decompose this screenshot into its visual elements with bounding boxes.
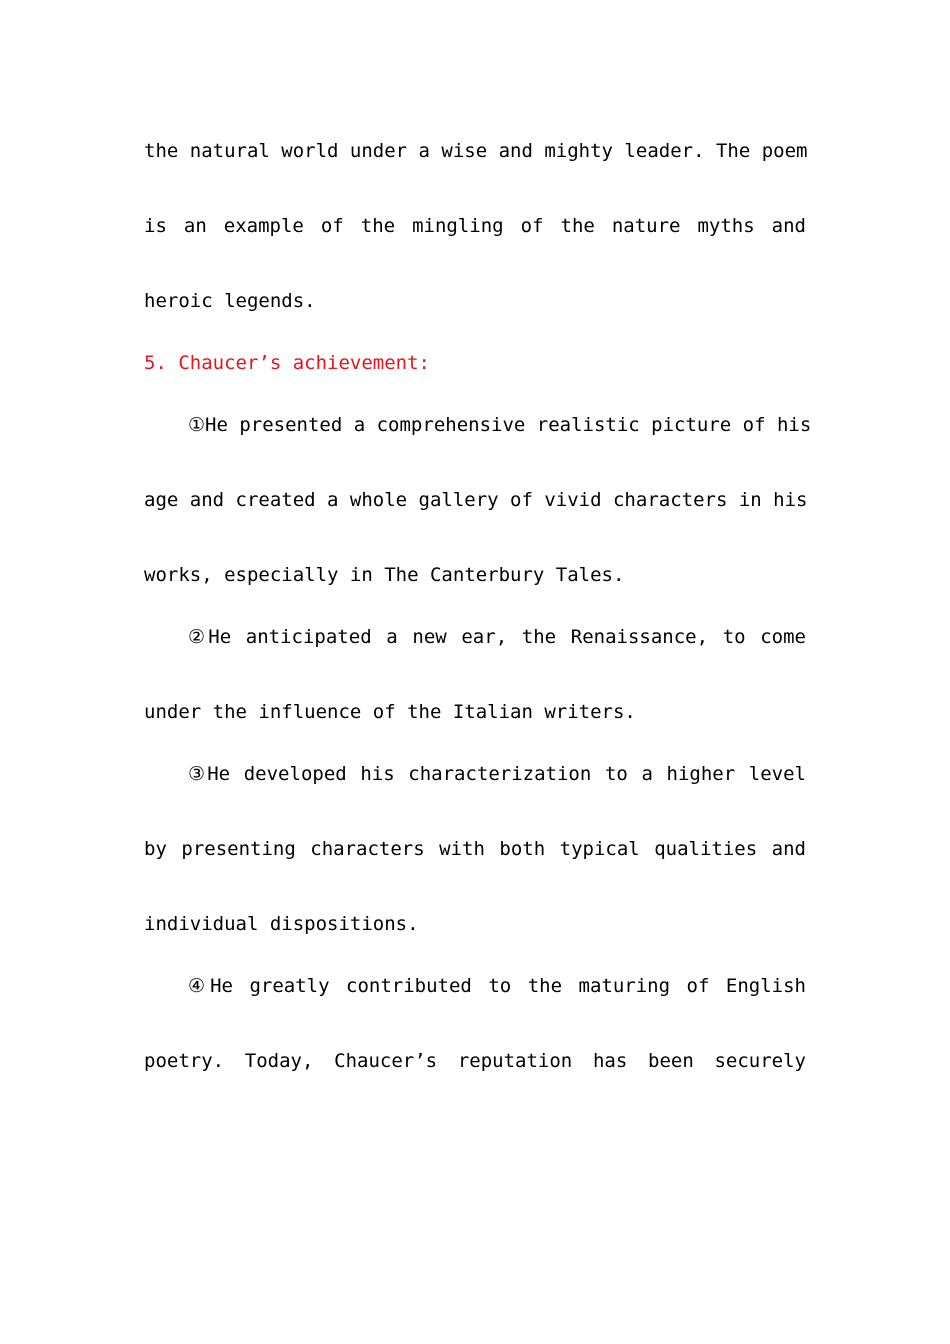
paragraph-line: is an example of the mingling of the nature myths and: [144, 215, 806, 237]
list-item-2-line: under the influence of the Italian writers.: [144, 701, 636, 723]
list-item-4-line: ④He greatly contributed to the maturing of English: [188, 975, 806, 997]
section-heading: 5. Chaucer’s achievement:: [144, 352, 430, 374]
paragraph-line: the natural world under a wise and mighty leader. The poem: [144, 140, 808, 162]
list-item-4-line: poetry. Today, Chaucer’s reputation has been securely: [144, 1050, 806, 1072]
paragraph-line: heroic legends.: [144, 290, 316, 312]
list-item-2-line: ②He anticipated a new ear, the Renaissance, to come: [188, 626, 806, 648]
list-item-3-line: ③He developed his characterization to a higher level: [188, 763, 806, 785]
list-item-1-line: ①He presented a comprehensive realistic picture of his: [188, 414, 812, 436]
list-item-3-line: individual dispositions.: [144, 913, 419, 935]
list-item-1-line: age and created a whole gallery of vivid characters in his: [144, 489, 808, 511]
list-item-3-line: by presenting characters with both typical qualities and: [144, 838, 806, 860]
list-item-1-line: works, especially in The Canterbury Tales.: [144, 564, 625, 586]
